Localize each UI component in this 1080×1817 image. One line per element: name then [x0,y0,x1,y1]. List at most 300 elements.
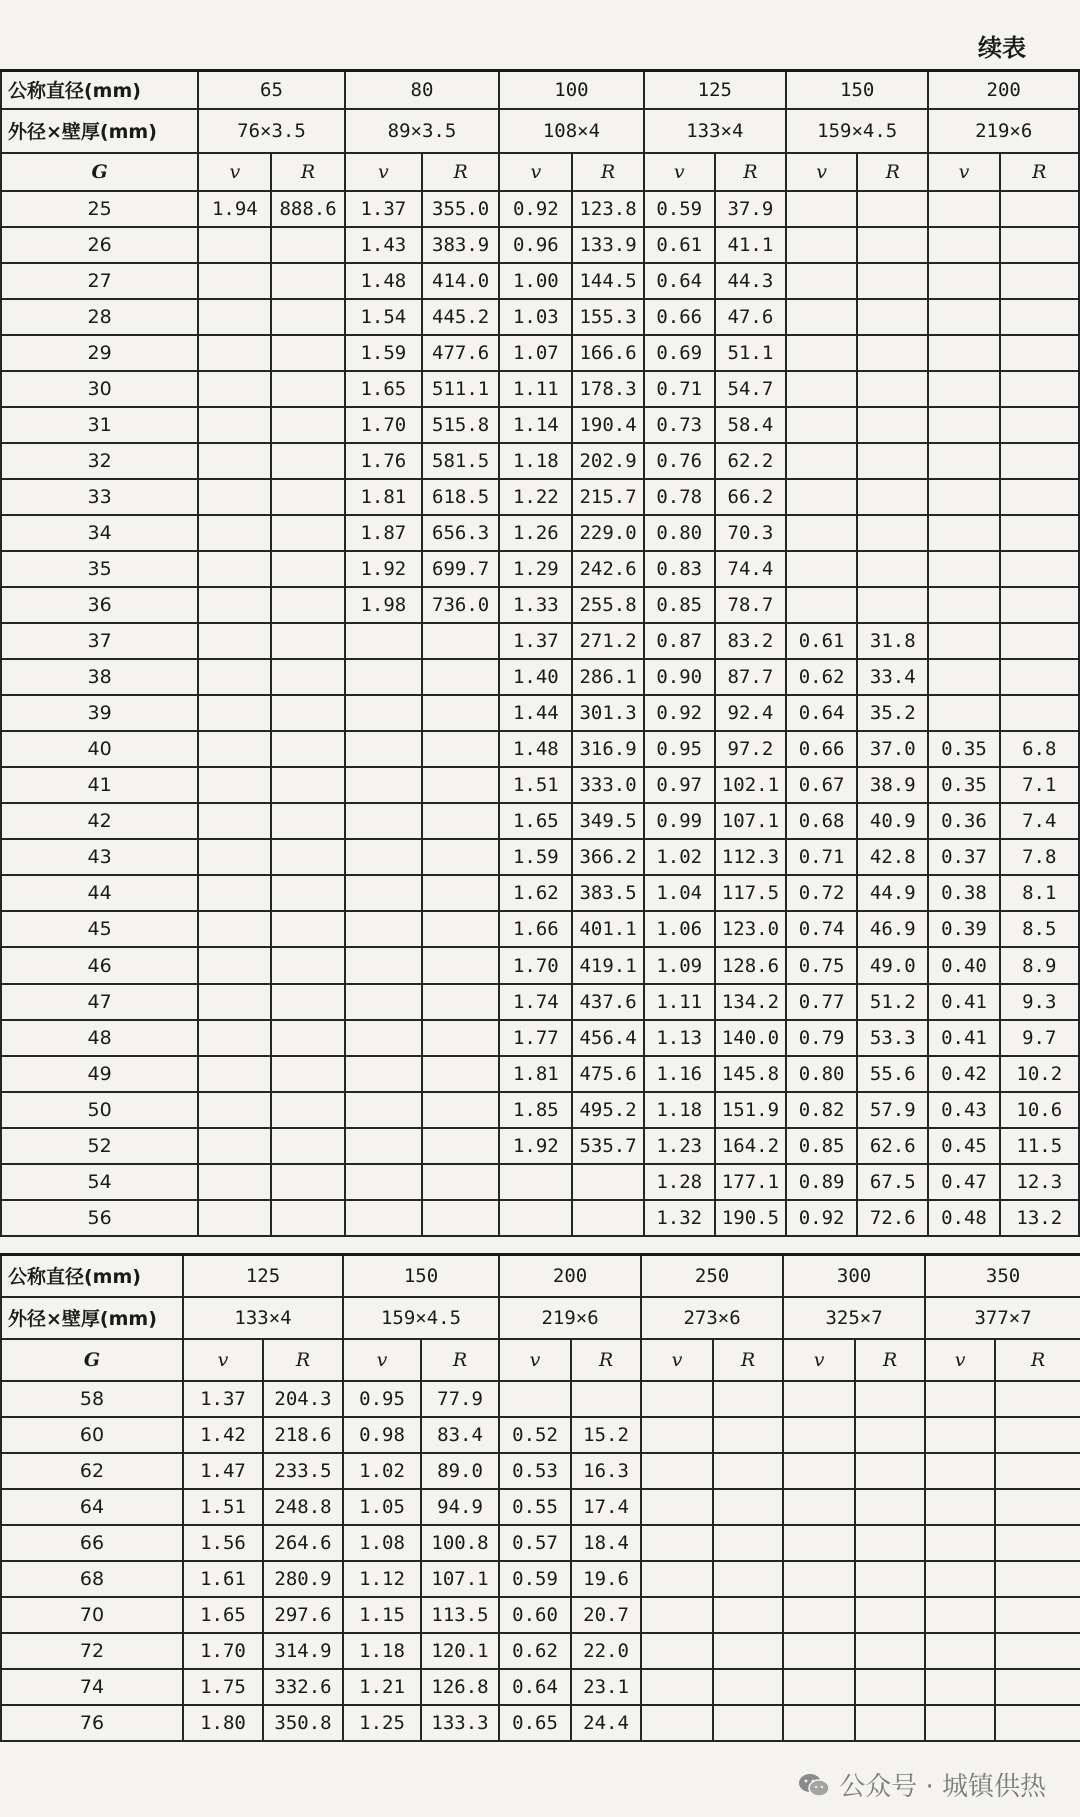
velocity-header: v [345,153,422,191]
resistance-cell: 41.1 [715,227,786,263]
velocity-cell [783,1633,855,1669]
resistance-cell [857,515,928,551]
velocity-cell: 1.08 [343,1525,421,1561]
resistance-cell [855,1489,925,1525]
flow-rate-cell: 29 [1,335,198,371]
resistance-cell [422,1200,499,1236]
resistance-cell: 280.9 [263,1561,343,1597]
resistance-cell [995,1597,1080,1633]
velocity-cell [198,479,271,515]
resistance-cell [857,335,928,371]
velocity-cell [198,984,271,1020]
velocity-cell [198,335,271,371]
velocity-cell: 1.40 [499,659,572,695]
resistance-header: R [995,1339,1080,1381]
resistance-cell [271,515,344,551]
velocity-cell [786,227,857,263]
velocity-cell: 1.47 [183,1453,263,1489]
resistance-cell [1000,263,1079,299]
resistance-cell: 145.8 [715,1056,786,1092]
velocity-cell [925,1381,995,1417]
velocity-cell: 1.15 [343,1597,421,1633]
resistance-cell: 123.0 [715,911,786,947]
table-row [1,1200,1079,1236]
flow-rate-cell: 42 [1,803,198,839]
velocity-cell: 0.55 [499,1489,571,1525]
velocity-cell: 1.51 [499,767,572,803]
velocity-cell: 1.00 [499,263,572,299]
velocity-cell [786,263,857,299]
velocity-cell: 0.57 [499,1525,571,1561]
resistance-cell: 128.6 [715,947,786,983]
resistance-cell: 477.6 [422,335,499,371]
velocity-cell [925,1561,995,1597]
velocity-cell [345,659,422,695]
resistance-cell: 53.3 [857,1020,928,1056]
velocity-cell [198,839,271,875]
table-row [1,1020,1079,1056]
resistance-cell: 20.7 [571,1597,641,1633]
flow-rate-cell: 31 [1,407,198,443]
velocity-cell: 0.40 [928,947,999,983]
flow-rate-cell: 74 [1,1669,183,1705]
velocity-cell: 0.61 [786,623,857,659]
velocity-cell: 1.16 [644,1056,715,1092]
resistance-cell [857,299,928,335]
resistance-cell [572,1164,643,1200]
resistance-cell: 10.2 [1000,1056,1079,1092]
resistance-cell: 83.4 [421,1417,499,1453]
velocity-cell [345,803,422,839]
velocity-cell: 1.59 [345,335,422,371]
resistance-cell [713,1453,783,1489]
velocity-cell [786,443,857,479]
resistance-cell: 7.1 [1000,767,1079,803]
resistance-cell: 113.5 [421,1597,499,1633]
velocity-cell [641,1453,713,1489]
velocity-cell [198,623,271,659]
velocity-cell: 1.65 [345,371,422,407]
resistance-cell [713,1525,783,1561]
resistance-cell: 70.3 [715,515,786,551]
velocity-cell [786,299,857,335]
velocity-cell: 1.54 [345,299,422,335]
velocity-cell: 0.60 [499,1597,571,1633]
nominal-diameter-row [1,71,1079,109]
velocity-cell [928,659,999,695]
resistance-cell: 134.2 [715,984,786,1020]
velocity-cell: 0.66 [644,299,715,335]
velocity-cell: 0.87 [644,623,715,659]
table-row [1,263,1079,299]
table-row [1,407,1079,443]
velocity-cell [783,1417,855,1453]
flow-rate-cell: 43 [1,839,198,875]
resistance-cell [995,1417,1080,1453]
nominal-diameter-value: 150 [343,1255,499,1297]
resistance-cell: 9.3 [1000,984,1079,1020]
velocity-cell [641,1417,713,1453]
table-row [1,1056,1079,1092]
resistance-cell: 314.9 [263,1633,343,1669]
table-row [1,443,1079,479]
resistance-cell: 117.5 [715,875,786,911]
resistance-cell [572,1200,643,1236]
resistance-cell: 87.7 [715,659,786,695]
resistance-cell: 618.5 [422,479,499,515]
resistance-cell: 57.9 [857,1092,928,1128]
velocity-header: v [499,153,572,191]
resistance-cell [1000,515,1079,551]
velocity-cell [786,335,857,371]
resistance-cell: 656.3 [422,515,499,551]
resistance-cell [422,947,499,983]
resistance-cell: 72.6 [857,1200,928,1236]
outer-diameter-row [1,109,1079,153]
resistance-cell [271,911,344,947]
resistance-cell [1000,371,1079,407]
resistance-cell [271,371,344,407]
resistance-cell [271,587,344,623]
nominal-diameter-value: 65 [198,71,344,109]
velocity-cell: 0.71 [786,839,857,875]
flow-rate-cell: 64 [1,1489,183,1525]
resistance-cell [422,911,499,947]
resistance-cell: 215.7 [572,479,643,515]
resistance-cell [1000,407,1079,443]
flow-rate-cell: 47 [1,984,198,1020]
outer-diameter-label: 外径×壁厚(mm) [1,1297,183,1339]
velocity-cell: 0.97 [644,767,715,803]
resistance-cell: 49.0 [857,947,928,983]
velocity-cell: 0.73 [644,407,715,443]
resistance-cell [1000,191,1079,227]
velocity-cell: 1.44 [499,695,572,731]
flow-rate-cell: 76 [1,1705,183,1741]
resistance-header: R [571,1339,641,1381]
resistance-cell: 37.9 [715,191,786,227]
velocity-cell: 1.33 [499,587,572,623]
flow-rate-cell: 45 [1,911,198,947]
velocity-cell: 0.37 [928,839,999,875]
velocity-cell: 1.11 [499,371,572,407]
resistance-cell: 94.9 [421,1489,499,1525]
velocity-cell: 0.95 [343,1381,421,1417]
resistance-cell [422,767,499,803]
velocity-cell [198,443,271,479]
flow-table-upper [0,69,1080,1237]
velocity-cell: 1.13 [644,1020,715,1056]
velocity-cell: 1.80 [183,1705,263,1741]
velocity-cell: 0.66 [786,731,857,767]
resistance-cell [995,1489,1080,1525]
nominal-diameter-value: 125 [183,1255,343,1297]
table-row [1,299,1079,335]
resistance-cell: 383.9 [422,227,499,263]
resistance-cell [857,263,928,299]
velocity-cell [928,587,999,623]
resistance-cell: 286.1 [572,659,643,695]
velocity-cell: 0.39 [928,911,999,947]
resistance-cell: 151.9 [715,1092,786,1128]
velocity-cell: 0.72 [786,875,857,911]
velocity-cell [925,1633,995,1669]
velocity-header: v [499,1339,571,1381]
resistance-cell [422,1092,499,1128]
velocity-cell: 1.87 [345,515,422,551]
resistance-cell: 9.7 [1000,1020,1079,1056]
table-row [1,335,1079,371]
velocity-cell [499,1200,572,1236]
resistance-cell [422,984,499,1020]
velocity-cell: 0.68 [786,803,857,839]
table-row [1,1705,1080,1741]
table-row [1,731,1079,767]
table-row [1,1381,1080,1417]
resistance-cell: 46.9 [857,911,928,947]
velocity-header: v [644,153,715,191]
velocity-cell [928,371,999,407]
resistance-cell: 888.6 [271,191,344,227]
resistance-cell [713,1705,783,1741]
velocity-cell [345,767,422,803]
resistance-header: R [857,153,928,191]
velocity-cell [198,1164,271,1200]
resistance-cell [713,1669,783,1705]
resistance-cell [271,335,344,371]
velocity-cell: 0.48 [928,1200,999,1236]
resistance-cell [855,1597,925,1633]
velocity-cell: 1.48 [499,731,572,767]
table-row [1,371,1079,407]
resistance-cell: 35.2 [857,695,928,731]
outer-diameter-value: 219×6 [928,109,1079,153]
resistance-cell [271,551,344,587]
resistance-cell: 55.6 [857,1056,928,1092]
resistance-cell [713,1381,783,1417]
resistance-cell: 44.3 [715,263,786,299]
velocity-cell: 0.64 [644,263,715,299]
velocity-cell [198,587,271,623]
resistance-cell [855,1705,925,1741]
velocity-cell: 1.61 [183,1561,263,1597]
variable-header-row [1,1339,1080,1381]
velocity-cell: 1.59 [499,839,572,875]
velocity-cell [786,479,857,515]
resistance-cell [713,1561,783,1597]
outer-diameter-value: 159×4.5 [343,1297,499,1339]
velocity-cell: 0.53 [499,1453,571,1489]
resistance-cell: 144.5 [572,263,643,299]
flow-rate-cell: 32 [1,443,198,479]
velocity-cell: 0.62 [499,1633,571,1669]
velocity-cell: 1.23 [644,1128,715,1164]
velocity-cell [198,515,271,551]
velocity-cell: 0.64 [499,1669,571,1705]
resistance-cell: 11.5 [1000,1128,1079,1164]
velocity-cell: 0.80 [786,1056,857,1092]
velocity-cell: 0.85 [786,1128,857,1164]
velocity-cell [198,551,271,587]
velocity-cell: 0.96 [499,227,572,263]
velocity-cell [641,1489,713,1525]
resistance-cell [1000,659,1079,695]
velocity-cell [925,1453,995,1489]
outer-diameter-value: 325×7 [783,1297,925,1339]
resistance-cell: 54.7 [715,371,786,407]
flow-rate-cell: 36 [1,587,198,623]
resistance-header: R [855,1339,925,1381]
table-row [1,1561,1080,1597]
flow-rate-cell: 25 [1,191,198,227]
resistance-cell [1000,227,1079,263]
flow-rate-cell: 49 [1,1056,198,1092]
resistance-cell [1000,335,1079,371]
velocity-cell [641,1525,713,1561]
velocity-cell: 1.37 [345,191,422,227]
velocity-cell: 1.37 [499,623,572,659]
velocity-cell: 0.35 [928,731,999,767]
resistance-cell [855,1381,925,1417]
velocity-cell [786,515,857,551]
flow-rate-cell: 68 [1,1561,183,1597]
velocity-cell: 0.69 [644,335,715,371]
table-row [1,1597,1080,1633]
flow-rate-cell: 33 [1,479,198,515]
resistance-cell: 515.8 [422,407,499,443]
velocity-cell [198,947,271,983]
velocity-cell [198,731,271,767]
resistance-cell [271,1128,344,1164]
resistance-cell: 383.5 [572,875,643,911]
resistance-cell: 511.1 [422,371,499,407]
resistance-cell [857,551,928,587]
nominal-diameter-value: 150 [786,71,928,109]
resistance-cell [271,659,344,695]
flow-rate-cell: 44 [1,875,198,911]
resistance-header: R [422,153,499,191]
wechat-icon [797,1772,831,1798]
table-row [1,1525,1080,1561]
resistance-cell: 19.6 [571,1561,641,1597]
resistance-cell: 12.3 [1000,1164,1079,1200]
resistance-cell [855,1669,925,1705]
flow-rate-cell: 27 [1,263,198,299]
velocity-cell: 0.43 [928,1092,999,1128]
resistance-cell: 33.4 [857,659,928,695]
velocity-cell [783,1453,855,1489]
resistance-cell [422,875,499,911]
resistance-cell [995,1381,1080,1417]
velocity-header: v [928,153,999,191]
resistance-cell: 51.2 [857,984,928,1020]
resistance-header: R [572,153,643,191]
resistance-cell: 92.4 [715,695,786,731]
velocity-cell [783,1381,855,1417]
velocity-cell [198,371,271,407]
velocity-cell [198,1092,271,1128]
velocity-cell: 1.26 [499,515,572,551]
resistance-cell [271,875,344,911]
velocity-cell [345,695,422,731]
velocity-cell [783,1597,855,1633]
resistance-cell [713,1417,783,1453]
nominal-diameter-value: 200 [928,71,1079,109]
velocity-cell: 1.06 [644,911,715,947]
nominal-diameter-value: 350 [925,1255,1080,1297]
resistance-cell: 332.6 [263,1669,343,1705]
resistance-cell [422,659,499,695]
velocity-cell: 0.82 [786,1092,857,1128]
resistance-cell: 133.3 [421,1705,499,1741]
resistance-cell: 78.7 [715,587,786,623]
table-row [1,911,1079,947]
velocity-cell [928,695,999,731]
resistance-cell [271,407,344,443]
outer-diameter-row [1,1297,1080,1339]
velocity-cell [928,335,999,371]
outer-diameter-value: 108×4 [499,109,643,153]
velocity-cell: 1.18 [343,1633,421,1669]
flow-rate-cell: 26 [1,227,198,263]
resistance-cell: 17.4 [571,1489,641,1525]
continued-label: 续表 [978,33,1026,62]
velocity-cell: 0.47 [928,1164,999,1200]
velocity-header: v [343,1339,421,1381]
velocity-cell: 0.38 [928,875,999,911]
velocity-header: v [183,1339,263,1381]
table-row [1,1128,1079,1164]
resistance-cell: 437.6 [572,984,643,1020]
velocity-cell: 1.02 [644,839,715,875]
velocity-cell [198,1056,271,1092]
resistance-cell [855,1453,925,1489]
velocity-cell: 0.92 [499,191,572,227]
flow-rate-cell: 54 [1,1164,198,1200]
resistance-cell [857,443,928,479]
velocity-cell: 1.74 [499,984,572,1020]
velocity-cell [641,1705,713,1741]
resistance-cell [271,1092,344,1128]
velocity-cell [198,767,271,803]
velocity-cell: 0.59 [499,1561,571,1597]
velocity-cell: 0.41 [928,1020,999,1056]
resistance-cell: 166.6 [572,335,643,371]
resistance-cell [422,1020,499,1056]
velocity-cell [786,587,857,623]
table-row [1,875,1079,911]
velocity-cell [345,731,422,767]
velocity-cell: 1.32 [644,1200,715,1236]
resistance-cell: 190.5 [715,1200,786,1236]
resistance-cell: 233.5 [263,1453,343,1489]
resistance-cell: 44.9 [857,875,928,911]
velocity-cell [641,1597,713,1633]
resistance-cell [271,479,344,515]
resistance-cell [995,1525,1080,1561]
velocity-cell: 0.59 [644,191,715,227]
flow-rate-cell: 39 [1,695,198,731]
resistance-cell [271,695,344,731]
table-row [1,984,1079,1020]
velocity-cell: 0.92 [644,695,715,731]
velocity-cell: 0.92 [786,1200,857,1236]
velocity-cell: 0.62 [786,659,857,695]
resistance-cell: 66.2 [715,479,786,515]
velocity-cell: 1.04 [644,875,715,911]
velocity-cell [783,1669,855,1705]
velocity-cell: 1.48 [345,263,422,299]
